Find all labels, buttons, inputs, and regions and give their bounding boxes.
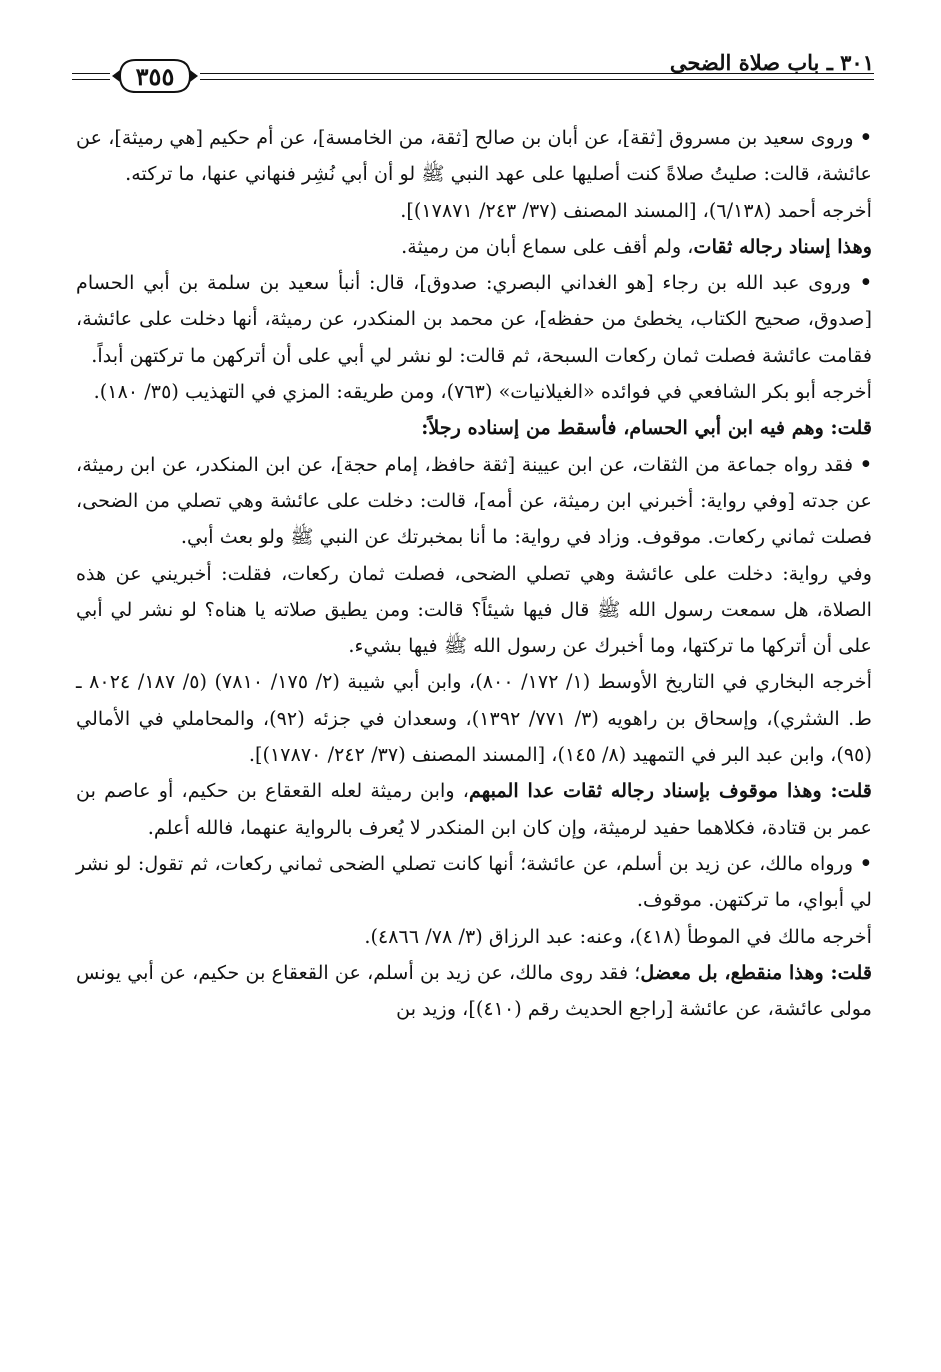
paragraph-text: ، وابن رميثة لعله القعقاع بن حكيم، أو عاصم بن عمر بن قتادة، فكلاهما حفيد لرميثة، وإن كان ابن المنكدر لا يُعرف بالرواية عنهما، فالله أعلم.	[76, 779, 872, 839]
paragraph-6	[76, 410, 872, 446]
paragraph-text: وروى سعيد بن مسروق [ثقة]، عن أبان بن صالح [ثقة، من الخامسة]، عن أم حكيم [هي رميثة]، عن عائشة، قالت: صليتُ صلاةً كنت أصليها على عهد النبي ﷺ لو أن أبي نُشِر فنهاني عنها، ما تركته.	[76, 126, 872, 186]
paragraph-7	[76, 447, 872, 556]
paragraph-5	[76, 374, 872, 410]
paragraph-13	[76, 955, 872, 1028]
paragraph-text: ؛ فقد روى مالك، عن زيد بن أسلم، عن القعقاع بن حكيم، عن أبي يونس مولى عائشة، عن عائشة [راجع الحديث رقم (٤١٠)]، وزيد بن	[76, 960, 872, 1021]
paragraph-text: فقد رواه جماعة من الثقات، عن ابن عيينة [ثقة حافظ، إمام حجة]، عن ابن المنكدر، عن ابن رميثة، عن جدته [وفي رواية: أخبرني ابن رميثة، عن أمه]، قالت: دخلت على عائشة وهي تصلي من الضحى، فصلت ثماني ركعات. موقوف. وزاد في رواية: ما أنا بمخبرتك عن النبي ﷺ ولو بعث أبي.	[76, 452, 872, 549]
bold-ruling: قلت: وهم فيه ابن أبي الحسام، فأسقط من إسناده رجلاً:	[421, 416, 872, 440]
header-rule-left-top	[72, 73, 110, 74]
page-number: ٣٥٥	[135, 62, 175, 91]
bullet: •	[859, 126, 872, 149]
page-header	[72, 46, 874, 106]
paragraph-text: أخرجه البخاري في التاريخ الأوسط (١/ ١٧٢/ ٨٠٠)، وابن أبي شيبة (٢/ ١٧٥/ ٧٨١٠) (٥/ ١٨٧/ ٨٠٢٤ ـ ط. الشثري)، وإسحاق بن راهويه (٣/ ٧٧١/ ١٣٩٢)، وسعدان في جزئه (٩٢)، والمحاملي في الأمالي (٩٥)، وابن عبد البر في التمهيد (٨/ ١٤٥)، [المسند المصنف (٣٧/ ٢٤٢/ ١٧٨٧٠)].	[76, 670, 872, 767]
bold-ruling: قلت: وهذا منقطع، بل معضل	[640, 960, 872, 984]
paragraph-9	[76, 664, 872, 773]
page-body	[76, 120, 872, 1027]
bold-ruling: وهذا إسناد رجاله ثقات	[693, 234, 872, 258]
bullet: •	[859, 452, 872, 476]
paragraph-text: وفي رواية: دخلت على عائشة وهي تصلي الضحى، فصلت ثمان ركعات، فقلت: أخبريني عن هذه الصلاة، هل سمعت رسول الله ﷺ قال فيها شيئاً؟ قالت: ومن يطيق صلاته يا هناه؟ لو نشر لي أبي على أن أتركها ما تركتها، وما أخبرك عن رسول الله ﷺ فيها بشيء.	[76, 561, 872, 658]
paragraph-10	[76, 773, 872, 846]
header-rule-left-bottom	[72, 79, 110, 80]
paragraph-4	[76, 265, 872, 374]
paragraph-text: ورواه مالك، عن زيد بن أسلم، عن عائشة؛ أنها كانت تصلي الضحى ثماني ركعات، ثم تقول: لو نشر لي أبواي، ما تركتهن. موقوف.	[76, 851, 872, 912]
bold-ruling: قلت: وهذا موقوف بإسناد رجاله ثقات عدا المبهم	[469, 779, 872, 803]
header-rule-right-top	[200, 73, 874, 74]
paragraph-text: أخرجه أبو بكر الشافعي في فوائده «الغيلانيات» (٧٦٣)، ومن طريقه: المزي في التهذيب (٣٥/ ١٨٠).	[93, 380, 872, 404]
paragraph-text: أخرجه مالك في الموطأ (٤١٨)، وعنه: عبد الرزاق (٣/ ٧٨/ ٤٨٦٦).	[364, 924, 872, 948]
paragraph-3	[76, 229, 872, 265]
bullet: •	[859, 851, 872, 875]
paragraph-8	[76, 556, 872, 665]
page-number-ornament	[112, 56, 198, 96]
paragraph-text: وروى عبد الله بن رجاء [هو الغداني البصري: صدوق]، قال: أنبأ سعيد بن سلمة بن أبي الحسام [صدوق، صحيح الكتاب، يخطئ من حفظه]، عن محمد بن المنكدر، عن رميثة، أنها دخلت على عائشة، فقامت عائشة فصلت ثمان ركعات السبحة، ثم قالت: لو نشر لي أبي على أن أتركهن ما تركتهن أبداً.	[76, 271, 872, 367]
paragraph-2	[76, 193, 872, 229]
paragraph-text: ، ولم أقف على سماع أبان من رميثة.	[401, 234, 694, 258]
paragraph-text: أخرجه أحمد (٦/١٣٨)، [المسند المصنف (٣٧/ ٢٤٣/ ١٧٨٧١)].	[400, 198, 872, 222]
paragraph-11	[76, 846, 872, 919]
header-rule-right-bottom	[200, 79, 874, 80]
paragraph-1	[76, 120, 872, 193]
chapter-title: ٣٠١ ـ باب صلاة الضحى	[669, 50, 874, 75]
bullet: •	[859, 271, 872, 295]
paragraph-12	[76, 919, 872, 955]
